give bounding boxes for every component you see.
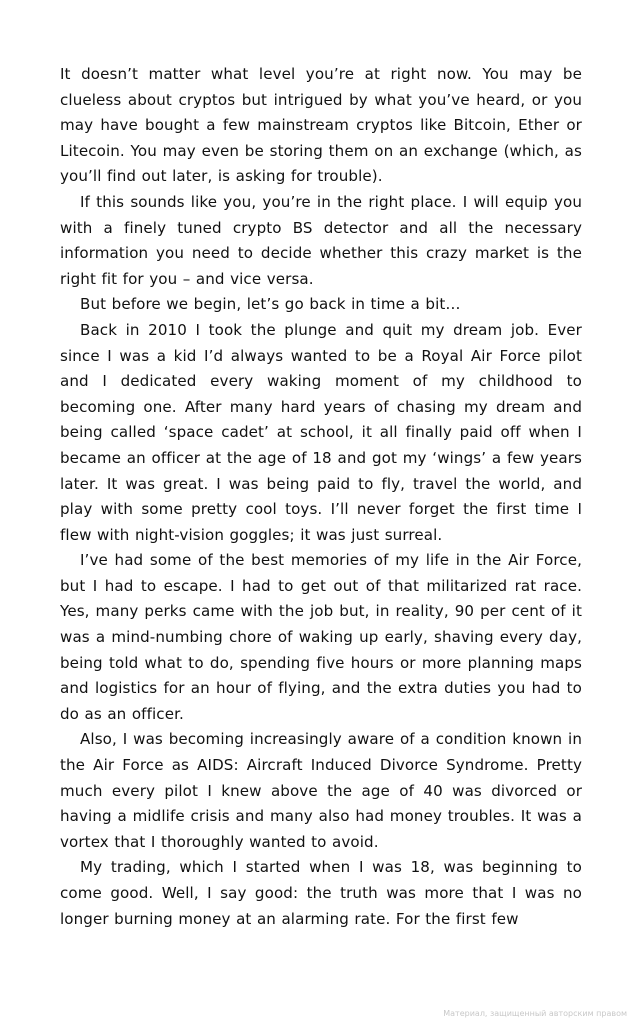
paragraph-2: If this sounds like you, you’re in the right place. I will equip you with a finely tuned crypto BS detector and all the necessary information you need to decide whether this crazy market is the right fit for you – and vice versa. (60, 192, 582, 288)
copyright-watermark: Материал, защищенный авторским правом (443, 1009, 627, 1018)
paragraph-7: My trading, which I started when I was 18, was beginning to come good. Well, I say good: the truth was more that I was no longer burning money at an alarming rate. For the first few (60, 858, 582, 928)
paragraph-4: Back in 2010 I took the plunge and quit my dream job. Ever since I was a kid I’d always wanted to be a Royal Air Force pilot and I dedicated every waking moment of my childhood to becoming one. After many hard years of chasing my dream and being called ‘space cadet’ at school, it all finally paid off when I became an officer at the age of 18 and got my ‘wings’ a few years later. It was great. I was being paid to fly, travel the world, and play with some pretty cool toys. I’ll never forget the first time I flew with night-vision goggles; it was just surreal. (60, 320, 582, 544)
paragraph-5: I’ve had some of the best memories of my life in the Air Force, but I had to escape. I had to get out of that militarized rat race. Yes, many perks came with the job but, in reality, 90 per cent of it was a mind-numbing chore of waking up early, shaving every day, being told what to do, spending five hours or more planning maps and logistics for an hour of flying, and the extra duties you had to do as an officer. (60, 551, 582, 723)
paragraph-3: But before we begin, let’s go back in time a bit… (80, 295, 461, 314)
paragraph-1: It doesn’t matter what level you’re at right now. You may be clueless about cryptos but intrigued by what you’ve heard, or you may have bought a few mainstream cryptos like Bitcoin, Ether or Litecoin. You may even be storing them on an exchange (which, as you’ll find out later, is asking for trouble). (60, 65, 582, 186)
page-body-text (60, 62, 582, 932)
paragraph-6: Also, I was becoming increasingly aware of a condition known in the Air Force as AIDS: Aircraft Induced Divorce Syndrome. Pretty much every pilot I knew above the age of 40 was divorced or having a midlife crisis and many also had money troubles. It was a vortex that I thoroughly wanted to avoid. (60, 730, 582, 851)
